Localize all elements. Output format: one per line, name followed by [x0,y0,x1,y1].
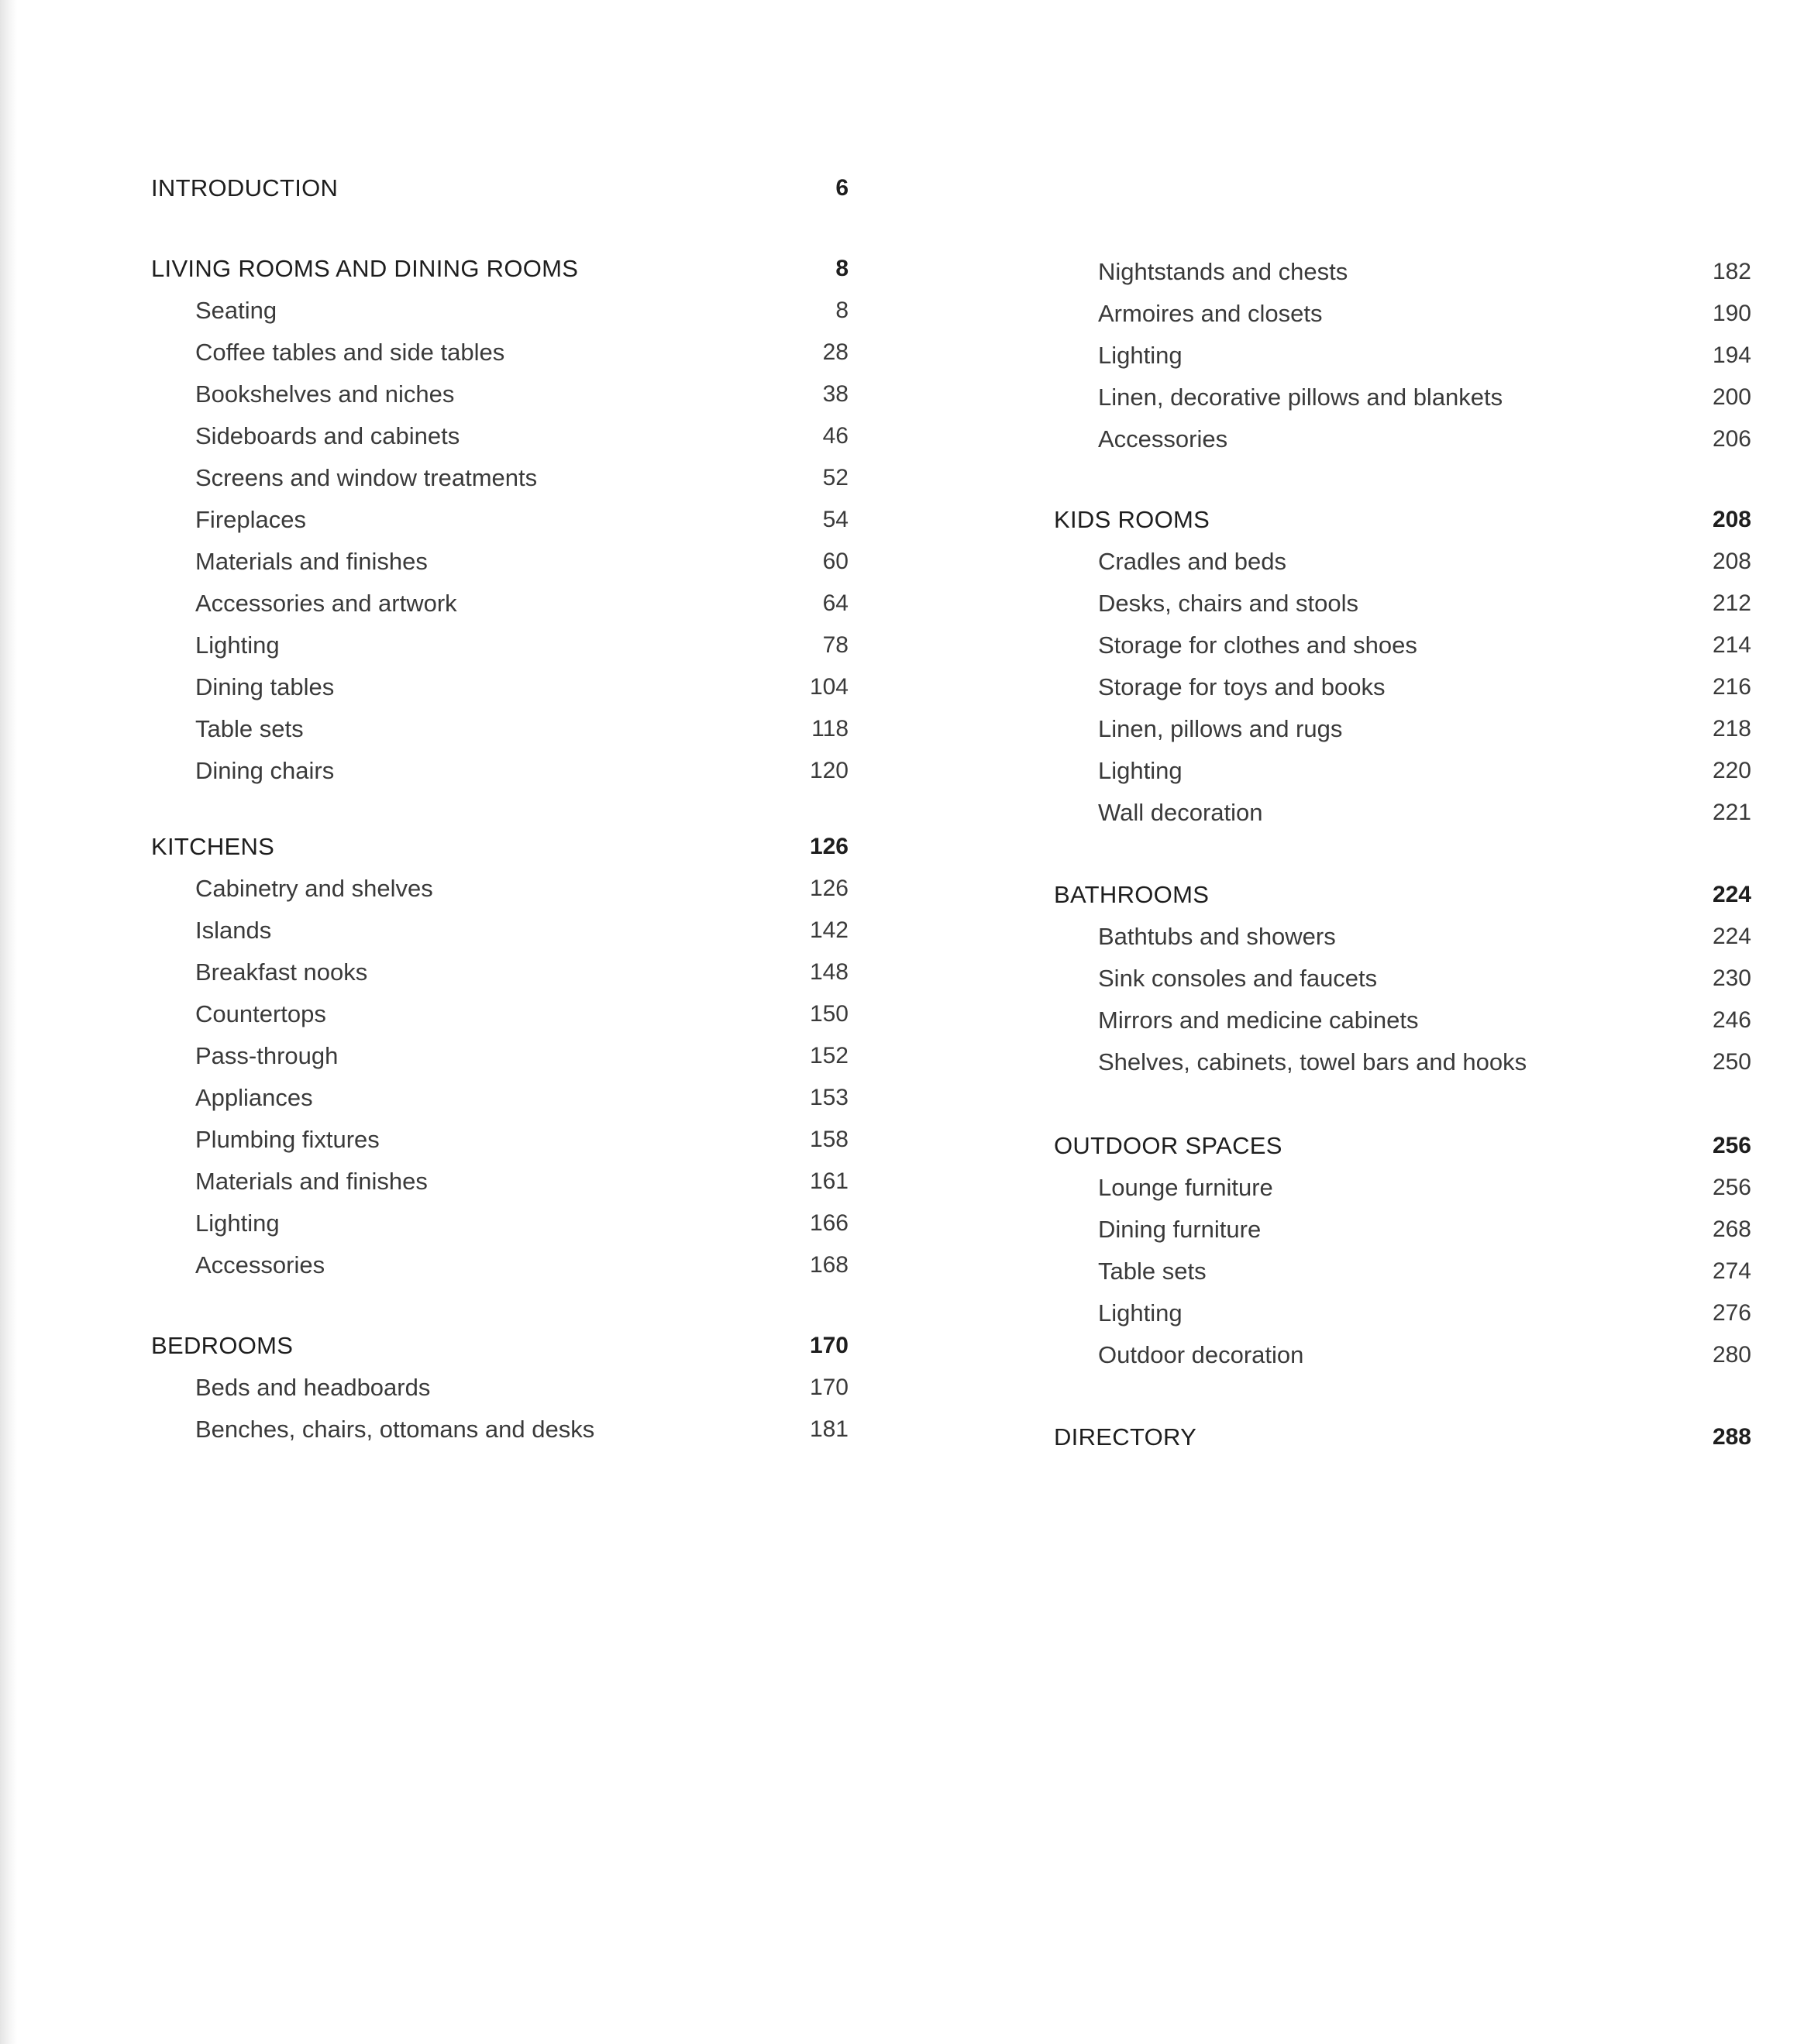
toc-item-row [1054,336,1751,375]
toc-item-row [151,1410,849,1449]
toc-item-row [151,668,849,707]
toc-item-row [151,1162,849,1201]
toc-page-number: 46 [822,423,849,449]
toc-page-number: 8 [835,256,849,281]
toc-page-number: 276 [1712,1300,1751,1326]
toc-page-number: 182 [1712,259,1751,284]
toc-section-label: DIRECTORY [1054,1423,1197,1450]
toc-item-label: Armoires and closets [1098,300,1323,327]
toc-item-row [1054,626,1751,665]
toc-item-label: Bookshelves and niches [195,380,455,408]
toc-item-row [151,953,849,992]
toc-page-number: 220 [1712,758,1751,783]
toc-page-number: 158 [809,1127,849,1152]
toc-section-row [1054,1418,1751,1457]
toc-page-number: 280 [1712,1342,1751,1368]
toc-item-label: Benches, chairs, ottomans and desks [195,1416,595,1443]
toc-item-label: Screens and window treatments [195,464,538,491]
toc-section-label: LIVING ROOMS AND DINING ROOMS [151,255,579,282]
toc-item-label: Plumbing fixtures [195,1126,380,1153]
toc-item-label: Bathtubs and showers [1098,923,1336,950]
toc-section-label: OUTDOOR SPACES [1054,1132,1282,1159]
toc-item-row [151,333,849,372]
toc-page-number: 181 [809,1416,849,1442]
toc-item-row [151,1204,849,1243]
toc-section-label: BEDROOMS [151,1332,294,1359]
toc-item-row [1054,294,1751,333]
toc-item-row [151,1246,849,1285]
toc-item-row [151,459,849,497]
toc-section-label: BATHROOMS [1054,881,1210,908]
toc-item-row [1054,668,1751,707]
toc-item-label: Beds and headboards [195,1374,431,1401]
toc-item-row [151,1368,849,1407]
toc-page-number: 152 [809,1043,849,1068]
toc-page-number: 246 [1712,1007,1751,1033]
toc-section-row [1054,501,1751,539]
page-spine-shadow [0,0,17,2044]
toc-page-number: 28 [822,339,849,365]
toc-item-label: Accessories [1098,425,1228,453]
toc-item-label: Appliances [195,1084,313,1111]
toc-item-label: Linen, decorative pillows and blankets [1098,384,1503,411]
toc-item-label: Lounge furniture [1098,1174,1273,1201]
toc-section-label: KITCHENS [151,833,275,860]
toc-page-number: 250 [1712,1049,1751,1075]
toc-page-number: 221 [1712,800,1751,825]
toc-item-row [151,911,849,950]
toc-page-number: 208 [1712,507,1751,532]
toc-page-number: 206 [1712,426,1751,452]
toc-item-label: Shelves, cabinets, towel bars and hooks [1098,1048,1527,1075]
toc-item-row [1054,584,1751,623]
toc-page-number: 194 [1712,342,1751,368]
toc-page-number: 142 [809,917,849,943]
toc-page-number: 148 [809,959,849,985]
toc-item-label: Breakfast nooks [195,958,368,986]
toc-page-number: 288 [1712,1424,1751,1450]
toc-section-row [1054,1127,1751,1165]
toc-page-number: 126 [809,876,849,901]
toc-item-label: Dining tables [195,673,335,700]
toc-page-number: 170 [809,1375,849,1400]
toc-item-row [151,869,849,908]
toc-page-number: 6 [835,175,849,201]
toc-item-row [1054,710,1751,748]
toc-page-number: 274 [1712,1258,1751,1284]
toc-item-label: Lighting [1098,342,1183,369]
toc-item-label: Storage for clothes and shoes [1098,631,1417,659]
toc-item-row [1054,1043,1751,1082]
toc-item-row [151,1120,849,1159]
toc-section-row [151,249,849,288]
toc-page-number: 208 [1712,549,1751,574]
toc-section-row [151,1327,849,1365]
toc-page-number: 256 [1712,1175,1751,1200]
toc-page-number: 126 [809,834,849,859]
toc-page-number: 224 [1712,924,1751,949]
toc-item-row [151,752,849,790]
toc-page-number: 8 [835,298,849,323]
toc-item-label: Seating [195,297,277,324]
toc-item-label: Materials and finishes [195,548,428,575]
toc-page-number: 104 [809,674,849,700]
toc-item-label: Storage for toys and books [1098,673,1386,700]
toc-item-label: Fireplaces [195,506,306,533]
toc-item-row [1054,1001,1751,1040]
toc-item-label: Accessories and artwork [195,590,457,617]
toc-item-label: Accessories [195,1251,325,1278]
toc-section-row [151,169,849,208]
toc-item-row [1054,1210,1751,1249]
toc-item-row [1054,253,1751,291]
toc-page-number: 120 [809,758,849,783]
toc-section-label: KIDS ROOMS [1054,506,1210,533]
toc-item-row [151,542,849,581]
toc-section-row [1054,876,1751,914]
toc-item-label: Mirrors and medicine cabinets [1098,1007,1419,1034]
toc-item-label: Lighting [1098,757,1183,784]
toc-page-number: 161 [809,1168,849,1194]
toc-item-row [1054,1336,1751,1375]
toc-page-number: 150 [809,1001,849,1027]
toc-item-row [151,1079,849,1117]
toc-item-row [151,626,849,665]
toc-page-number: 190 [1712,301,1751,326]
toc-item-row [1054,1294,1751,1333]
toc-item-label: Lighting [195,631,280,659]
toc-page-number: 54 [822,507,849,532]
toc-page-number: 212 [1712,590,1751,616]
toc-page-number: 230 [1712,965,1751,991]
toc-item-label: Table sets [195,715,304,742]
toc-item-label: Islands [195,917,272,944]
toc-item-row [151,995,849,1034]
toc-item-label: Sink consoles and faucets [1098,965,1378,992]
toc-page-number: 268 [1712,1216,1751,1242]
toc-item-label: Nightstands and chests [1098,258,1348,285]
toc-page-number: 214 [1712,632,1751,658]
toc-item-label: Cabinetry and shelves [195,875,433,902]
toc-item-row [1054,752,1751,790]
toc-page-number: 256 [1712,1133,1751,1158]
toc-page-number: 170 [809,1333,849,1358]
toc-page-number: 118 [811,716,849,742]
toc-item-label: Cradles and beds [1098,548,1286,575]
toc-item-row [1054,542,1751,581]
toc-item-label: Lighting [195,1210,280,1237]
toc-page-number: 168 [809,1252,849,1278]
toc-item-label: Pass-through [195,1042,339,1069]
toc-page-number: 166 [809,1210,849,1236]
toc-page-number: 200 [1712,384,1751,410]
toc-item-row [1054,1252,1751,1291]
toc-item-label: Table sets [1098,1258,1207,1285]
toc-page-number: 38 [822,381,849,407]
toc-page-number: 224 [1712,882,1751,907]
toc-page-number: 64 [822,590,849,616]
toc-item-label: Dining furniture [1098,1216,1262,1243]
toc-item-row [151,501,849,539]
toc-item-label: Desks, chairs and stools [1098,590,1358,617]
toc-item-row [151,375,849,414]
toc-section-row [151,828,849,866]
toc-item-row [1054,917,1751,956]
toc-page-number: 52 [822,465,849,490]
toc-item-row [151,417,849,456]
toc-item-label: Wall decoration [1098,799,1263,826]
toc-item-row [1054,1168,1751,1207]
toc-item-row [151,710,849,748]
toc-page-number: 216 [1712,674,1751,700]
toc-item-row [1054,959,1751,998]
toc-item-label: Lighting [1098,1299,1183,1327]
toc-item-row [1054,793,1751,832]
toc-page-number: 153 [809,1085,849,1110]
toc-item-label: Dining chairs [195,757,335,784]
toc-item-label: Outdoor decoration [1098,1341,1304,1368]
toc-item-label: Sideboards and cabinets [195,422,460,449]
toc-item-label: Coffee tables and side tables [195,339,505,366]
toc-item-row [1054,378,1751,417]
toc-page-number: 60 [822,549,849,574]
toc-page-number: 78 [822,632,849,658]
toc-item-label: Linen, pillows and rugs [1098,715,1343,742]
toc-item-label: Materials and finishes [195,1168,428,1195]
toc-item-row [1054,420,1751,459]
toc-item-row [151,291,849,330]
toc-page-number: 218 [1712,716,1751,742]
toc-item-row [151,1037,849,1075]
toc-item-row [151,584,849,623]
toc-item-label: Countertops [195,1000,326,1027]
toc-section-label: INTRODUCTION [151,174,339,201]
